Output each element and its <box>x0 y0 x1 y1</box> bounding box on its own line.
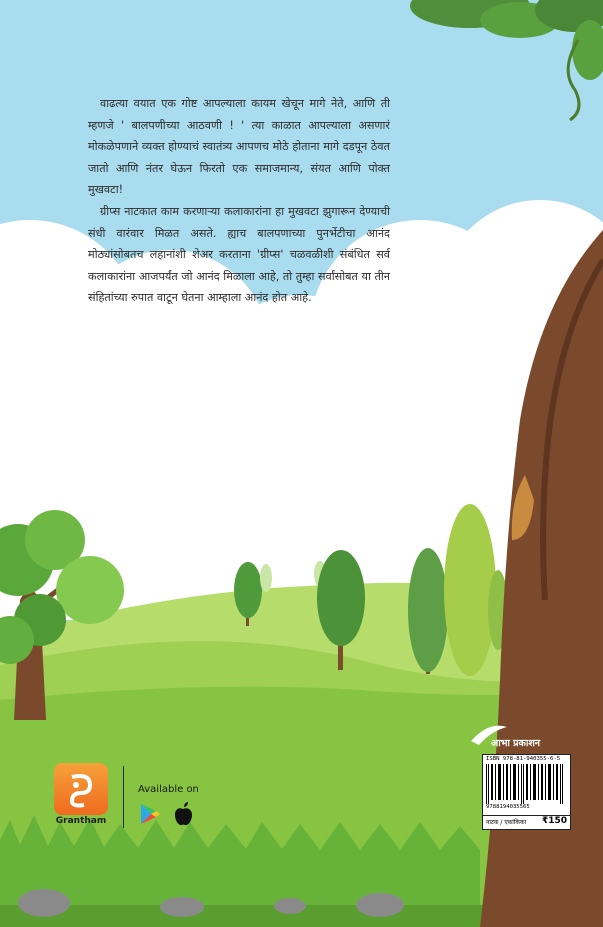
tree-faded-1 <box>260 564 272 592</box>
blurb-paragraph-2: ग्रीप्स नाटकात काम करणाऱ्या कलाकारांना हा मुखवटा झुगारून देण्याची संधी वारंवार मिळत असते. ह्याच बालपणाच्या पुनर्भेटीचा आनंद मोठ्यांसोबतच लहानांशी शेअर करताना 'ग्रीप्स' चळवळीशी संबंधित सर्व कलाकारांना आजपर्यंत जो आनंद मिळाला आहे, तो तुम्हा सर्वांसोबत या तीन संहितांच्या रुपात वाटून घेतना आम्हाला आनंद होत आहे. <box>88 204 390 305</box>
price-label: ₹150 <box>541 816 567 826</box>
isbn-text: ISBN 978-81-940355-6-5 <box>486 756 561 762</box>
grantham-logo <box>54 763 108 815</box>
publisher-name: आभा प्रकाशन <box>491 738 541 749</box>
genre-label: नाटक / एकांकिका <box>486 819 527 826</box>
price-strip <box>482 815 571 830</box>
logo-divider <box>123 766 124 828</box>
blurb-text <box>88 93 390 309</box>
grantham-name: Grantham <box>55 816 107 826</box>
available-on-label: Available on <box>138 784 199 795</box>
tree-tall-right <box>444 504 496 676</box>
barcode-number: 9788194035565 <box>486 804 530 810</box>
blurb-paragraph-1: वाढत्या वयात एक गोष्ट आपल्याला कायम खेचून मागे नेते, आणि ती म्हणजे ' बालपणीच्या आठवणी ! ' त्या काळात आपल्याला असणारं मोकळेपणाने व्यक्त होण्याचं स्वातंत्र्य आपणच मोठे होताना मागे दडपून ठेवत जातो आणि नंतर घेऊन फिरतो एक समाजमान्य, संयत आणि पोक्त मुखवटा! <box>88 97 390 197</box>
grantham-logo-icon <box>54 763 108 815</box>
apple-icon[interactable] <box>172 801 194 827</box>
barcode-bars <box>486 764 566 804</box>
google-play-icon[interactable] <box>139 803 161 825</box>
barcode <box>482 754 571 816</box>
